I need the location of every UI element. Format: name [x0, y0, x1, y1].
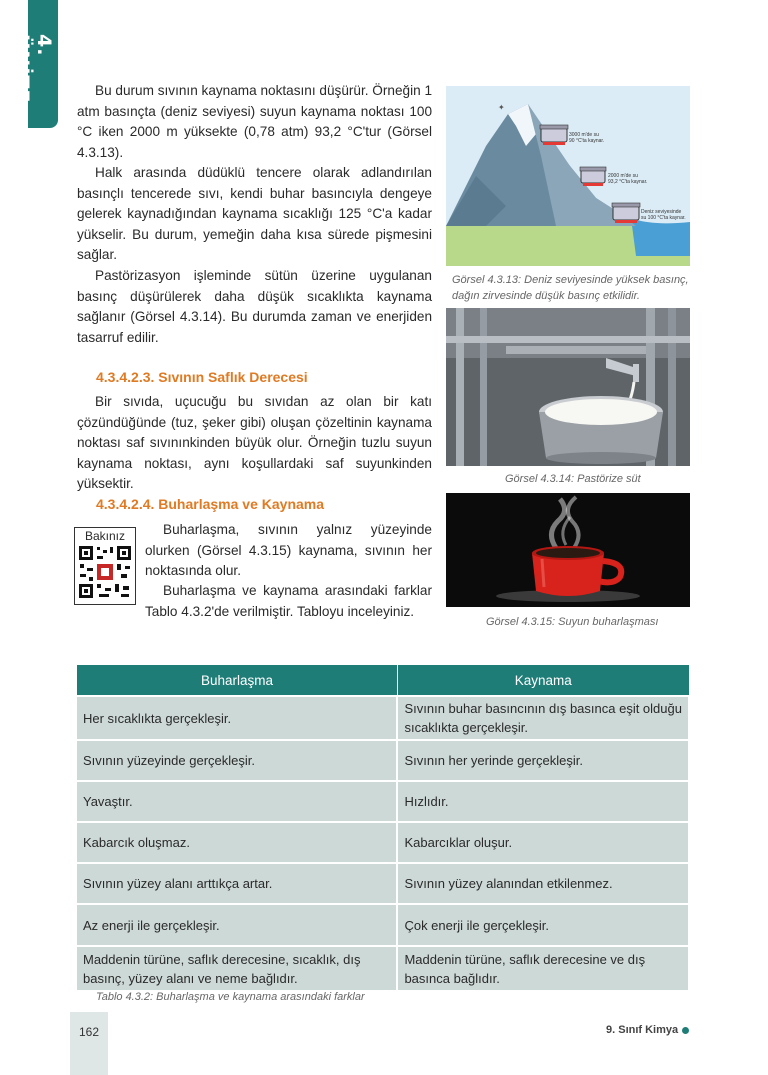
paragraph-evaporation: Buharlaşma, sıvının yalnız yüzeyinde olurken (Görsel 4.3.15) kaynama, sıvının her noktasında olur.	[145, 522, 432, 578]
table-cell: Çok enerji ile gerçekleşir.	[397, 904, 689, 946]
table-cell: Sıvının yüzey alanı arttıkça artar.	[77, 863, 397, 904]
page-number: 162	[78, 1025, 100, 1039]
table-row	[77, 740, 689, 781]
page-number-box	[70, 1012, 108, 1075]
table-cell: Hızlıdır.	[397, 781, 689, 822]
table-cell: Sıvının her yerinde gerçekleşir.	[397, 740, 689, 781]
qr-code-icon	[77, 544, 133, 600]
paragraph-boiling-point: Bu durum sıvının kaynama noktasını düşürür. Örneğin 1 atm basınçta (deniz seviyesi) suyun kaynama noktası 100 °C iken 2000 m yüksekte (0,78 atm) 93,2 °C'tur (Görsel 4.3.13).	[77, 83, 433, 160]
table-cell: Yavaştır.	[77, 781, 397, 822]
paragraph-table-intro: Buharlaşma ve kaynama arasındaki farklar Tablo 4.3.2'de verilmiştir. Tabloyu inceleyiniz.	[145, 583, 432, 619]
caption-milk: Görsel 4.3.14: Pastörize süt	[505, 473, 641, 485]
table-cell: Sıvının yüzey alanından etkilenmez.	[397, 863, 689, 904]
mountain-figure	[446, 86, 690, 266]
caption-mountain: Görsel 4.3.13: Deniz seviyesinde yüksek basınç, dağın zirvesinde düşük basınç etkilidir.	[452, 274, 689, 302]
table-cell: Maddenin türüne, saflık derecesine ve dış basınca bağlıdır.	[397, 946, 689, 990]
cup-figure	[446, 493, 690, 607]
bakiniz-label: Bakınız	[84, 529, 126, 543]
table-cell: Sıvının buhar basıncının dış basınca eşit olduğu sıcaklıkta gerçekleşir.	[397, 696, 689, 740]
paragraph-pasteurization: Pastörizasyon işleminde sütün üzerine uygulanan basınç düşürülerek daha düşük sıcaklıkta kaynama sağlanır (Görsel 4.3.14). Bu durumda zaman ve enerjiden tasarruf edilir.	[77, 268, 432, 345]
unit-tab	[11, 0, 58, 128]
table-header-row	[77, 665, 689, 696]
bakiniz-qr-box[interactable]	[74, 527, 136, 605]
unit-tab-label: 4. ÜNİTE	[11, 34, 55, 104]
table-row	[77, 863, 689, 904]
pot-low-icon	[612, 203, 640, 223]
mountain-label-low-1: Deniz seviyesinde	[641, 209, 682, 215]
section-heading-evaporation: 4.3.4.2.4. Buharlaşma ve Kaynama	[96, 496, 325, 512]
mountain-label-top-1: 3000 m'de su	[569, 132, 599, 138]
table-row	[77, 781, 689, 822]
footer-label: 9. Sınıf Kimya	[606, 1024, 679, 1036]
mountain-label-mid-2: 93,2 °C'ta kaynar.	[608, 179, 648, 185]
table-header-boiling: Kaynama	[397, 665, 689, 696]
table-header-evaporation: Buharlaşma	[77, 665, 397, 696]
paragraph-pressure-cooker: Halk arasında düdüklü tencere olarak adlandırılan basınçlı tencerede sıvı, kendi buhar basıncıyla dengeye gelerek kaynadığından kaynama sıcaklığı 125 °C'a kadar yükselir. Bu durum, yemeğin daha kısa sürede pişmesini sağlar.	[77, 165, 432, 262]
table-cell: Sıvının yüzeyinde gerçekleşir.	[77, 740, 397, 781]
table-cell: Her sıcaklıkta gerçekleşir.	[77, 696, 397, 740]
table-cell: Maddenin türüne, saflık derecesine, sıcaklık, dış basınç, yüzey alanı ve neme bağlıdır.	[77, 946, 397, 990]
table-cell: Kabarcıklar oluşur.	[397, 822, 689, 863]
section-heading-purity: 4.3.4.2.3. Sıvının Saflık Derecesi	[96, 369, 308, 385]
footer-dot-icon	[682, 1027, 689, 1034]
table-row	[77, 904, 689, 946]
milk-figure	[446, 308, 690, 466]
table-cell: Kabarcık oluşmaz.	[77, 822, 397, 863]
mountain-label-top-2: 90 °C'ta kaynar.	[569, 138, 605, 144]
comparison-table	[77, 665, 690, 990]
mountain-label-mid-1: 2000 m'de su	[608, 173, 638, 179]
table-caption: Tablo 4.3.2: Buharlaşma ve kaynama arasındaki farklar	[96, 991, 365, 1003]
paragraph-purity: Bir sıvıda, uçucuğu bu sıvıdan az olan bir katı çözündüğünde (tuz, şeker gibi) oluşan çözeltinin kaynama noktası saf sıvınınkinden büyük olur. Örneğin tuzlu suyun kaynama noktası, aynı koşullardaki saf suyunkinden yüksektir.	[77, 394, 432, 491]
table-cell: Az enerji ile gerçekleşir.	[77, 904, 397, 946]
table-row	[77, 696, 689, 740]
table-row	[77, 822, 689, 863]
caption-cup: Görsel 4.3.15: Suyun buharlaşması	[486, 616, 659, 628]
svg-text:✦: ✦	[498, 103, 505, 112]
mountain-label-low-2: su 100 °C'ta kaynar.	[641, 215, 686, 221]
table-row	[77, 946, 689, 990]
pot-mid-icon	[580, 167, 606, 186]
pot-top-icon	[540, 125, 568, 145]
